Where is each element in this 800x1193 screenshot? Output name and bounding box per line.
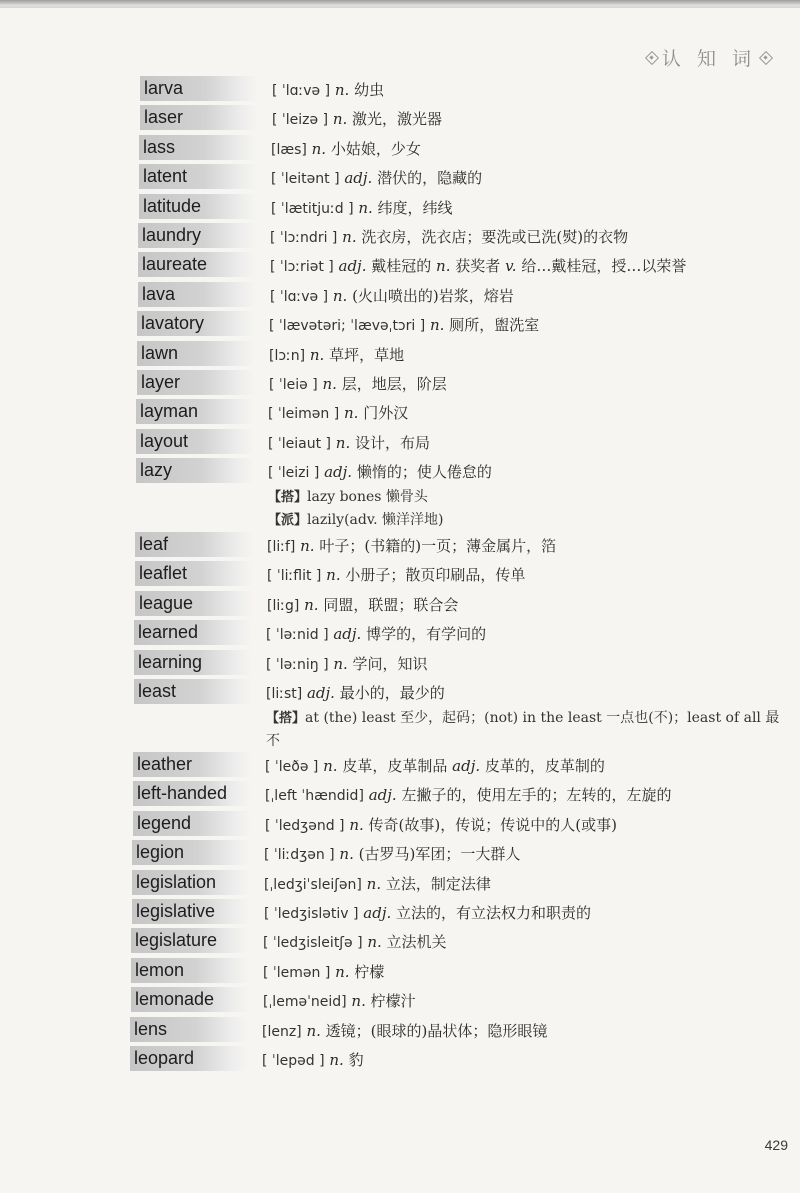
meaning: 层，地层，阶层 [341,374,447,393]
headword: leaflet [135,561,253,586]
definition [265,781,800,809]
definition [265,752,800,780]
phonetic: [ ˈlævətəri; ˈlævəˌtɔri ] [269,318,426,335]
headword: lemonade [131,987,249,1012]
definition [271,135,800,163]
dictionary-entry [0,650,800,679]
dictionary-entry [0,781,800,810]
dictionary-entry [0,135,800,164]
dictionary-entry [0,105,800,134]
meaning: 柠檬汁 [370,992,416,1011]
meaning: (古罗马)军团；一大群人 [358,845,521,864]
headword: leather [133,752,251,777]
definition [268,399,800,427]
definition [266,679,800,752]
dictionary-entry [0,429,800,458]
phonetic: [lɔːn] [269,347,306,364]
headword: laundry [138,223,256,248]
headword: legend [133,811,251,836]
part-of-speech: n. [332,286,348,305]
phonetic: [ ˈlɑːvə ] [270,288,329,305]
part-of-speech: n. [304,595,319,614]
collocation-tag: 【派】 [268,513,308,529]
dictionary-entry [0,311,800,340]
headword: lavatory [137,311,255,336]
definition [272,105,800,133]
headword: leopard [130,1046,248,1071]
part-of-speech: n. [342,227,357,246]
part-of-speech: n. [329,1050,344,1069]
meaning: 学问，知识 [352,654,428,673]
dictionary-entry [0,679,800,752]
phonetic: [ ˈledʒənd ] [265,817,345,834]
dictionary-entry [0,164,800,193]
meaning: 草坪，草地 [329,345,405,364]
phonetic: [ˌleməˈneid] [263,994,347,1011]
phonetic: [ˌledʒiˈsleiʃən] [264,876,362,893]
phonetic: [liːf] [267,539,296,556]
dictionary-entry [0,591,800,620]
definition [268,458,800,532]
meaning: 小册子；散页印刷品，传单 [345,566,526,585]
meaning: 门外汉 [363,404,409,423]
dictionary-entry [0,1046,800,1075]
definition [272,76,800,104]
meaning: 皮革的，皮革制的 [484,757,605,776]
meaning: 豹 [348,1050,364,1069]
definition [262,1017,800,1045]
definition [270,223,800,251]
dictionary-entry [0,928,800,957]
meaning: 给…戴桂冠，授…以荣誉 [521,257,687,276]
definition [269,370,800,398]
definition [262,1046,800,1074]
part-of-speech: adj. [363,903,392,922]
dictionary-entry [0,958,800,987]
part-of-speech: adj. [338,257,367,276]
part-of-speech: n. [326,566,341,585]
dictionary-entry [0,252,800,281]
definition [270,282,800,310]
headword: laser [140,105,258,130]
phonetic: [ ˈleizə ] [272,112,329,129]
definition [264,899,800,927]
phonetic: [ ˈleizi ] [268,465,320,482]
meaning: 立法，制定法律 [385,874,491,893]
phonetic: [ ˈliːdʒən ] [264,847,335,864]
phonetic: [ ˈleitənt ] [271,171,340,188]
headword: league [135,591,253,616]
part-of-speech: adj. [344,169,373,188]
dictionary-entry [0,870,800,899]
definition [264,840,800,868]
phonetic: [ ˈleðə ] [265,759,319,776]
definition [271,164,800,192]
headword: latent [139,164,257,189]
dictionary-entry [0,223,800,252]
part-of-speech: n. [322,374,337,393]
headword: layman [136,399,254,424]
meaning: 最小的，最少的 [339,684,445,703]
dictionary-entry [0,370,800,399]
headword: lemon [131,958,249,983]
definition [269,311,800,339]
phonetic: [ ˈlemən ] [263,964,331,981]
dictionary-entry [0,76,800,105]
part-of-speech: adj. [368,786,397,805]
part-of-speech: adj. [324,463,353,482]
headword: laureate [138,252,256,277]
meaning: 激光，激光器 [352,110,443,129]
headword: legislature [131,928,249,953]
part-of-speech: n. [333,654,348,673]
dictionary-entry [0,840,800,869]
meaning: 幼虫 [354,81,385,99]
part-of-speech: n. [367,933,382,952]
phonetic: [ ˈlɑːvə ] [272,83,331,99]
entry-list [0,76,800,1075]
dictionary-entry [0,341,800,370]
meaning: 洗衣房，洗衣店；要洗或已洗(熨)的衣物 [361,227,629,246]
phonetic: [læs] [271,141,307,158]
meaning: 传奇(故事)，传说；传说中的人(或事) [368,815,617,834]
phonetic: [liːst] [266,686,303,703]
definition [267,532,800,560]
part-of-speech: n. [335,962,350,981]
meaning: 潜伏的，隐藏的 [377,169,483,188]
headword: lazy [136,458,254,483]
part-of-speech: n. [309,345,325,364]
dictionary-entry [0,399,800,428]
headword: leaf [135,532,253,557]
page-top-line [0,6,800,8]
definition [263,928,800,956]
meaning: 厕所，盥洗室 [449,316,540,335]
headword: left-handed [133,781,251,806]
dictionary-entry [0,561,800,590]
headword: lens [130,1017,248,1042]
dictionary-entry [0,282,800,311]
definition [266,620,800,648]
part-of-speech: adj. [333,625,362,644]
collocation-tag: 【搭】 [268,490,308,506]
definition [267,561,800,589]
meaning: 小姑娘，少女 [330,139,421,158]
headword: legion [132,840,250,865]
part-of-speech: v. [505,257,517,276]
headword: layer [137,370,255,395]
meaning: 左撇子的，使用左手的；左转的，左旋的 [401,786,672,805]
phonetic: [ˌleft ˈhændid] [265,788,364,805]
meaning: 同盟，联盟；联合会 [323,595,459,614]
meaning: 叶子；(书籍的)一页；薄金属片，箔 [319,537,557,556]
section-title: 认 知 词 [661,48,756,70]
collocation-text: lazily(adv. 懒洋洋地) [307,512,444,529]
page-number: 429 [764,1137,788,1153]
headword: legislative [132,899,250,924]
phonetic: [ ˈləːnid ] [266,627,329,644]
phonetic: [ ˈlepəd ] [262,1052,325,1069]
headword: layout [136,429,254,454]
headword: latitude [139,194,257,219]
phonetic: [lenz] [262,1023,302,1040]
definition [269,341,800,369]
phonetic: [liːg] [267,597,300,614]
phonetic: [ ˈleiə ] [269,376,318,393]
part-of-speech: n. [343,404,359,423]
headword: lava [138,282,256,307]
phonetic: [ ˈlɔːndri ] [270,229,338,246]
part-of-speech: n. [300,537,315,556]
meaning: 获奖者 [455,257,501,276]
dictionary-entry [0,987,800,1016]
part-of-speech: n. [335,433,351,452]
phonetic: [ ˈleimən ] [268,406,340,423]
collocation-text: lazy bones 懒骨头 [307,489,428,506]
section-header [642,44,776,71]
part-of-speech: n. [358,198,373,217]
dictionary-entry [0,532,800,561]
meaning: 皮革，皮革制品 [342,757,448,776]
dictionary-entry [0,1017,800,1046]
part-of-speech: n. [306,1021,321,1040]
part-of-speech: n. [436,257,451,276]
definition [264,870,800,898]
part-of-speech: n. [332,110,348,129]
part-of-speech: n. [429,316,445,335]
part-of-speech: n. [351,992,366,1011]
collocation-tag: 【搭】 [266,711,306,727]
headword: legislation [132,870,250,895]
part-of-speech: adj. [452,757,481,776]
collocation-line [268,486,800,509]
headword: larva [140,76,258,101]
part-of-speech: n. [349,815,364,834]
definition [263,958,800,986]
dictionary-entry [0,458,800,532]
dictionary-entry [0,811,800,840]
part-of-speech: n. [334,81,350,99]
meaning: 透镜；(眼球的)晶状体；隐形眼镜 [325,1021,548,1040]
definition [263,987,800,1015]
dictionary-entry [0,194,800,223]
diamond-ornament-icon [646,52,658,64]
meaning: 立法机关 [386,933,447,952]
phonetic: [ ˈledʒisleitʃə ] [263,935,363,952]
diamond-ornament-icon [760,52,772,64]
headword: least [134,679,252,704]
phonetic: [ ˈledʒislətiv ] [264,905,359,922]
definition [267,591,800,619]
phonetic: [ ˈlɔːriət ] [270,259,334,276]
meaning: 戴桂冠的 [371,257,432,276]
definition [271,194,800,222]
dictionary-entry [0,752,800,781]
collocation-text: at (the) least 至少，起码；(not) in the least 一点也(不)；least of all 最不 [266,710,780,750]
phonetic: [ ˈlætitjuːd ] [271,200,354,217]
meaning: 立法的，有立法权力和职责的 [396,903,592,922]
part-of-speech: adj. [306,684,335,703]
meaning: 纬度，纬线 [377,198,453,217]
headword: learning [134,650,252,675]
phonetic: [ ˈliːflit ] [267,568,322,585]
part-of-speech: n. [339,845,354,864]
collocation-line [268,509,800,532]
part-of-speech: n. [311,139,327,158]
dictionary-entry [0,620,800,649]
meaning: 懒惰的；使人倦怠的 [356,463,492,482]
part-of-speech: n. [366,874,382,893]
meaning: (火山喷出的)岩浆，熔岩 [352,286,514,305]
meaning: 柠檬 [354,962,385,981]
definition [270,252,800,280]
headword: learned [134,620,252,645]
phonetic: [ ˈləːniŋ ] [266,656,329,673]
phonetic: [ ˈleiaut ] [268,435,332,452]
meaning: 设计，布局 [355,433,431,452]
part-of-speech: n. [323,757,338,776]
meaning: 博学的，有学问的 [366,625,487,644]
definition [266,650,800,678]
definition [265,811,800,839]
collocation-line [266,707,781,752]
definition [268,429,800,457]
headword: lawn [137,341,255,366]
dictionary-entry [0,899,800,928]
headword: lass [139,135,257,160]
